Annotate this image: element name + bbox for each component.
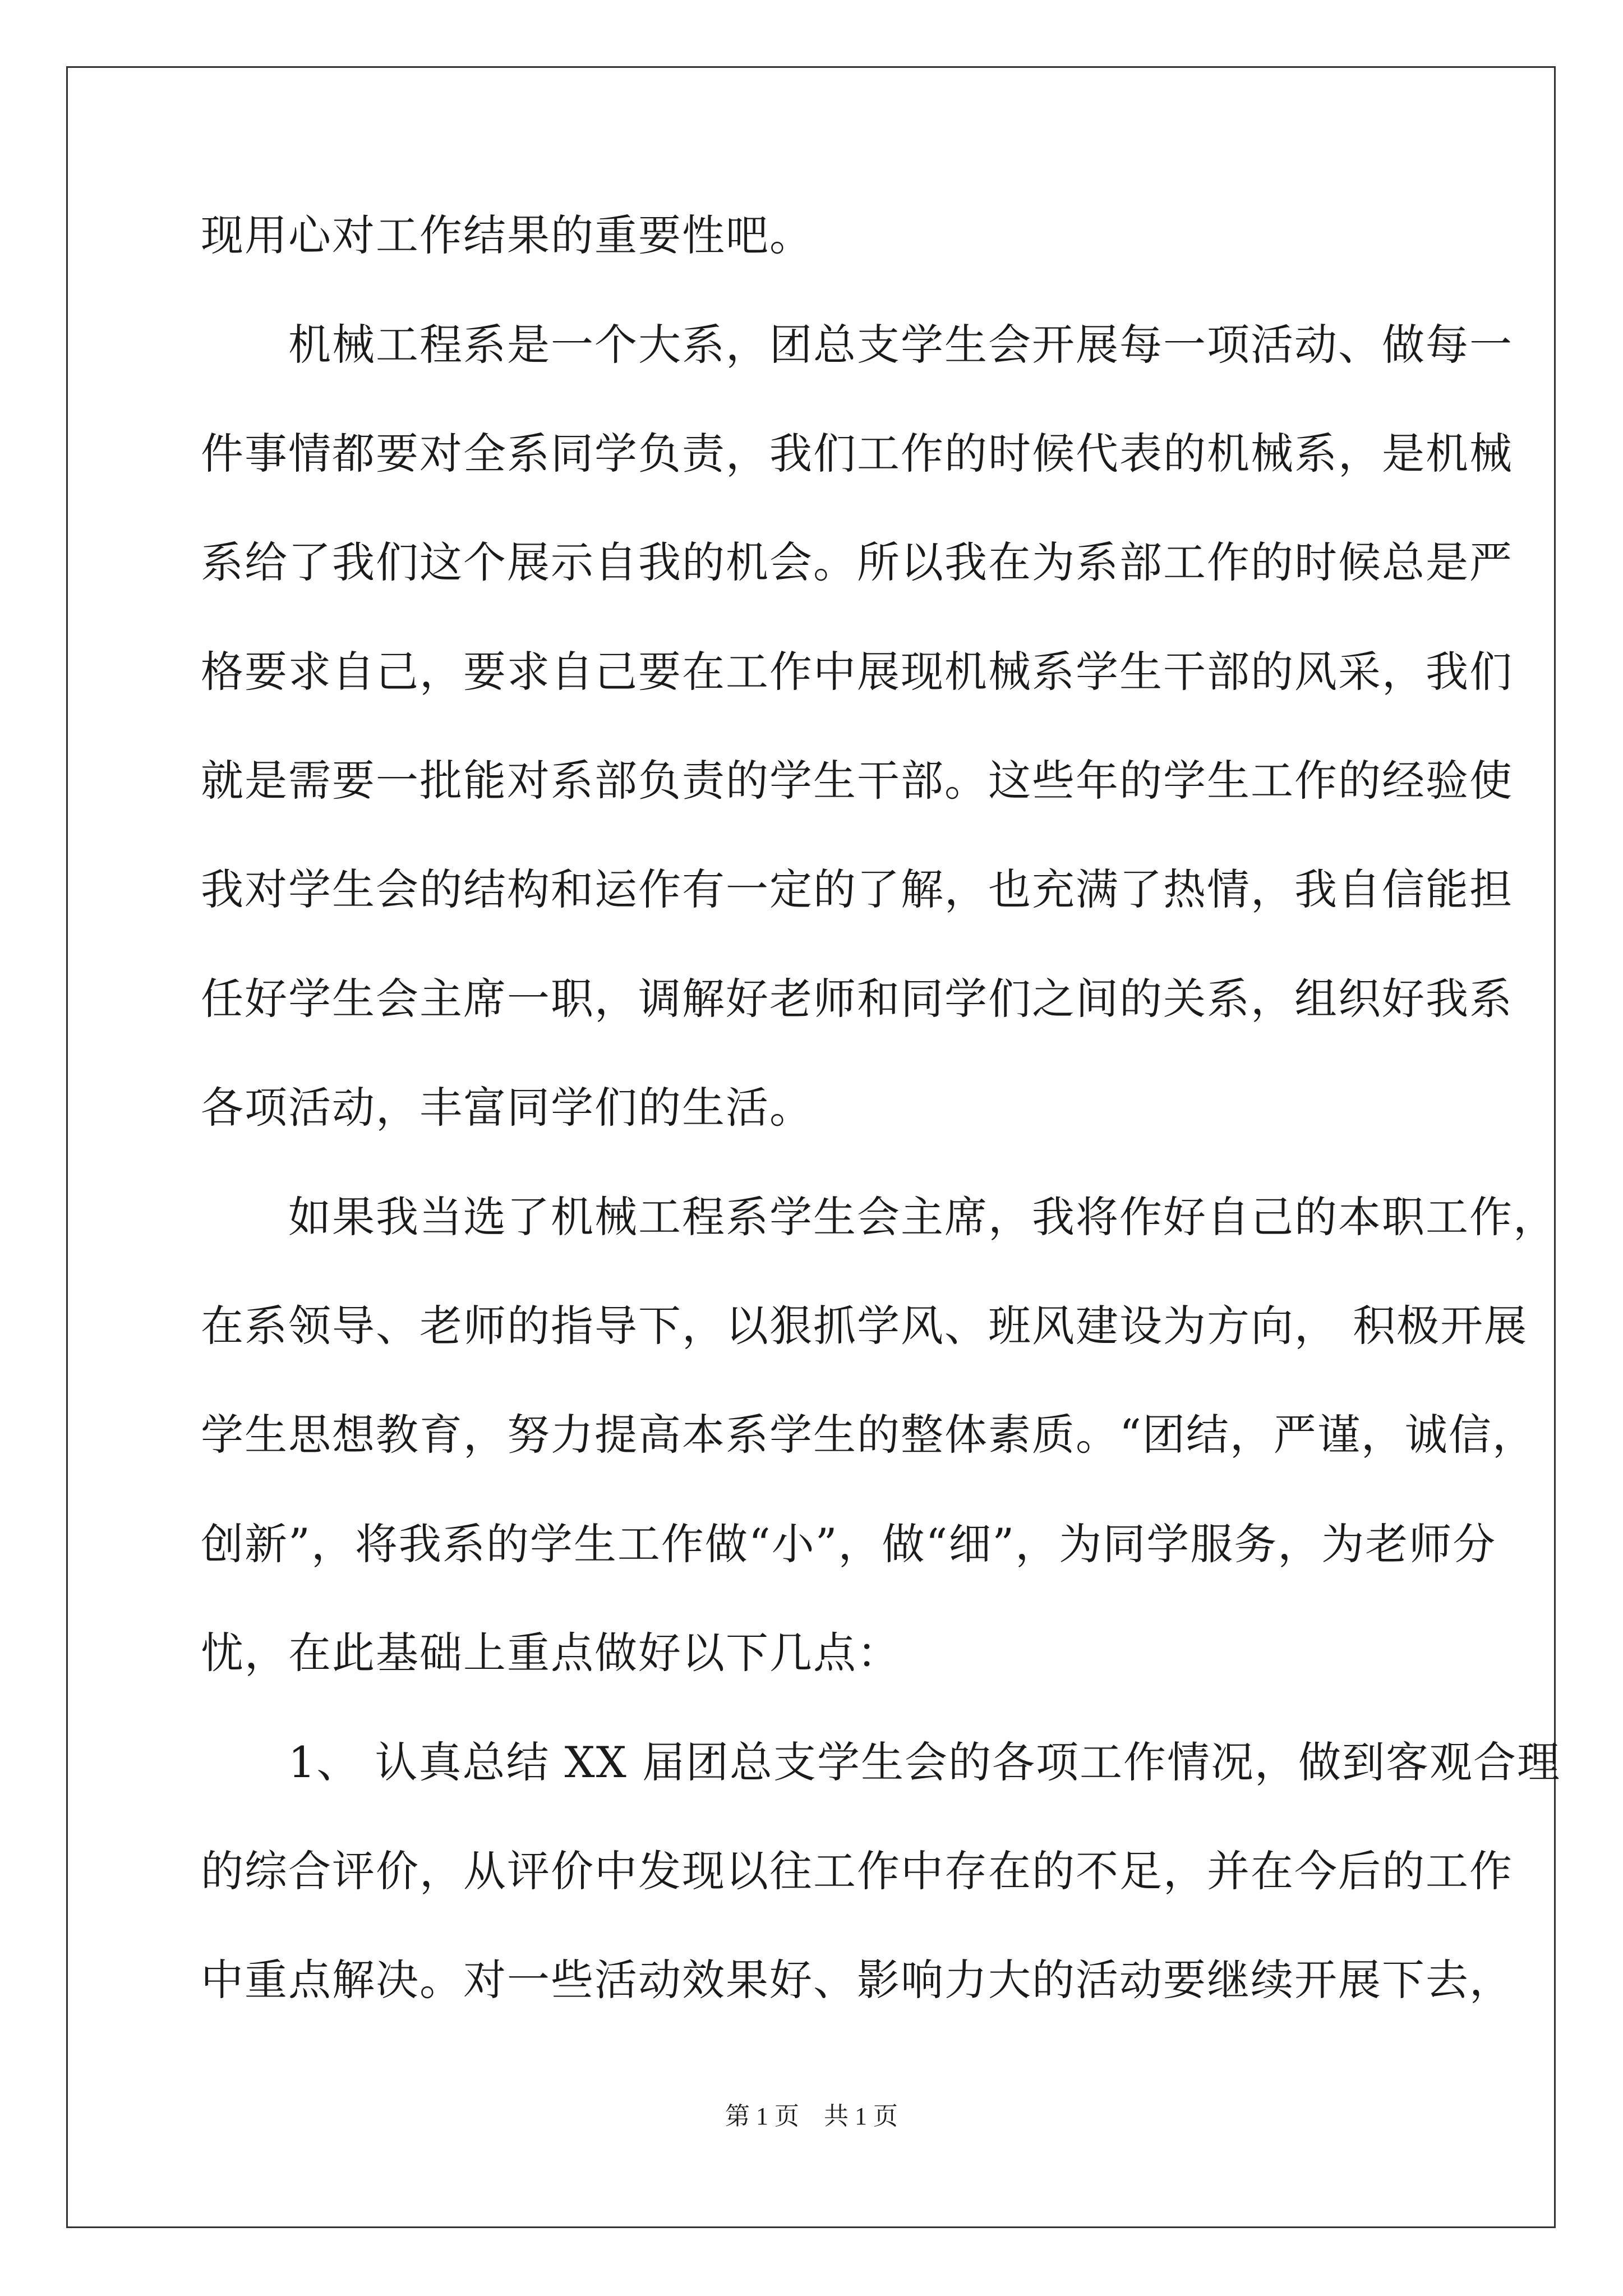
page-number-label: 第 1 页 共 1 页 [725, 2102, 898, 2130]
text-line: 机械工程系是一个大系，团总支学生会开展每一项活动、做每一 [201, 320, 1513, 370]
text-line: 在系领导、老师的指导下，以狠抓学风、班风建设为方向， 积极开展 [201, 1301, 1528, 1351]
text-line: 中重点解决。对一些活动效果好、影响力大的活动要继续开展下去， [201, 1955, 1513, 2005]
text-line: 件事情都要对全系同学负责，我们工作的时候代表的机械系，是机械 [201, 429, 1513, 478]
text-line: 的综合评价，从评价中发现以往工作中存在的不足，并在今后的工作 [201, 1846, 1513, 1896]
text-line: 现用心对工作结果的重要性吧。 [201, 210, 813, 260]
text-line: 各项活动，丰富同学们的生活。 [201, 1083, 813, 1133]
text-line: 创新”，将我系的学生工作做“小”，做“细”，为同学服务，为老师分 [201, 1519, 1497, 1569]
page-footer [0, 2101, 1623, 2132]
text-line: 学生思想教育，努力提高本系学生的整体素质。“团结，严谨，诚信， [201, 1410, 1536, 1460]
text-line: 格要求自己，要求自己要在工作中展现机械系学生干部的风采，我们 [201, 647, 1513, 697]
text-line: 我对学生会的结构和运作有一定的了解，也充满了热情，我自信能担 [201, 864, 1513, 914]
text-line: 就是需要一批能对系部负责的学生干部。这些年的学生工作的经验使 [201, 756, 1513, 806]
page-frame [66, 66, 1561, 2228]
text-line: 如果我当选了机械工程系学生会主席，我将作好自己的本职工作， [201, 1192, 1557, 1242]
text-line: 1、 认真总结 XX 届团总支学生会的各项工作情况，做到客观合理 [201, 1737, 1561, 1787]
text-line: 系给了我们这个展示自我的机会。所以我在为系部工作的时候总是严 [201, 537, 1513, 587]
text-line: 任好学生会主席一职，调解好老师和同学们之间的关系，组织好我系 [201, 974, 1513, 1024]
text-line: 忧，在此基础上重点做好以下几点： [201, 1628, 901, 1678]
